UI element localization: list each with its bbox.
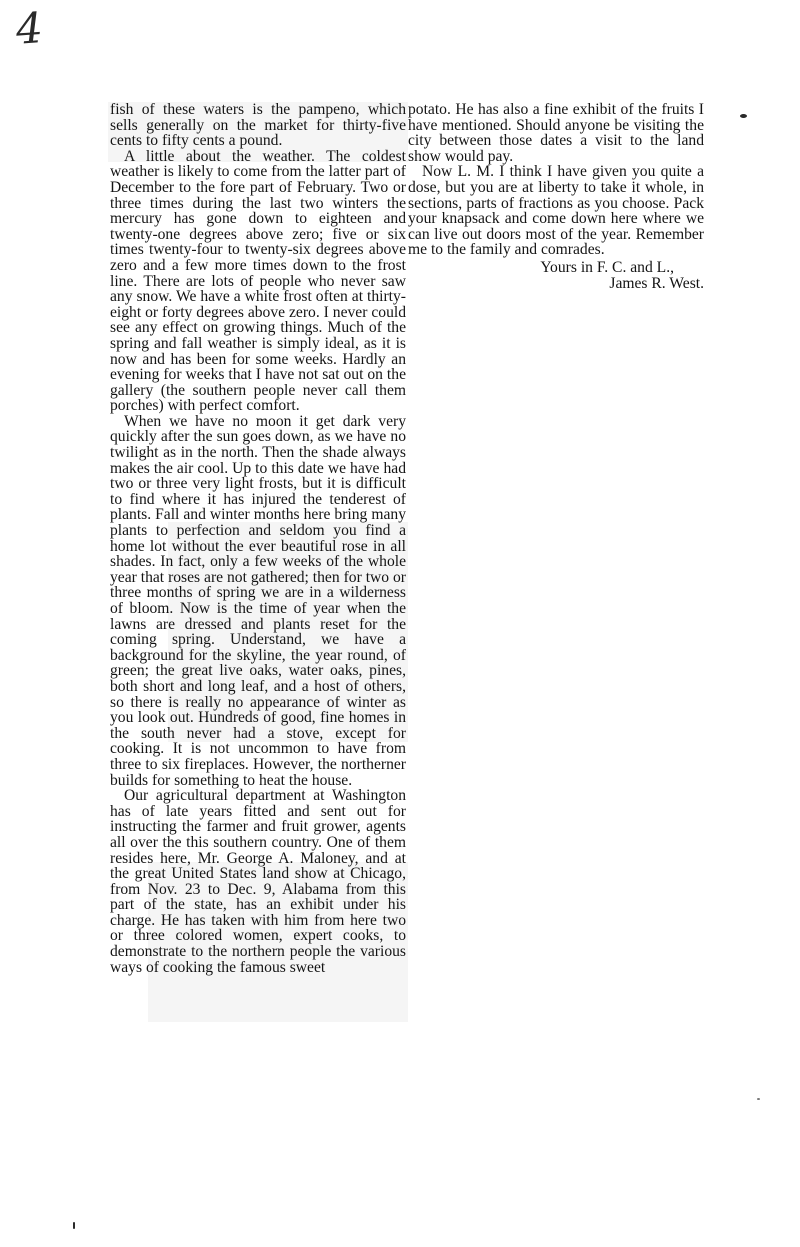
article-paragraph: Now L. M. I think I have given you quite a dose, but you are at liberty to take it whole, in sections, parts of fractions as you choose. Pack your knapsack and come down here where we can live out doors most of the year. Remember me to the family and comrades. (408, 163, 704, 259)
signature: James R. West. (609, 274, 704, 292)
article-paragraph: Our agricultural department at Washington has of late years fitted and sent out for instructing the farmer and fruit grower, agents all over the this southern country. One of them resides here, Mr. George A. Maloney, and at the great United States land show at Chicago, from Nov. 23 to Dec. 9, Alabama from this part of the state, has an exhibit under his charge. He has taken with him from here two or three colored women, expert cooks, to demonstrate to the northern people the various ways of cooking the famous sweet (110, 787, 406, 976)
left-column (110, 102, 406, 975)
ink-speck (757, 1098, 760, 1100)
article-paragraph: potato. He has also a fine exhibit of the fruits I have mentioned. Should anyone be visiting the city between those dates a visit to the land show would pay. (408, 101, 704, 165)
article-paragraph: When we have no moon it get dark very quickly after the sun goes down, as we have no twilight as in the north. Then the shade always makes the air cool. Up to this date we have had two or three very light frosts, but it is difficult to find where it has injured the tenderest of plants. Fall and winter months here bring many plants to perfection and seldom you find a home lot without the ever beautiful rose in all shades. In fact, only a few weeks of the whole year that roses are not gathered; then for two or three months of spring we are in a wilderness of bloom. Now is the time of year when the lawns are dressed and plants reset for the coming spring. Understand, we have a background for the skyline, the year round, of green; the great live oaks, water oaks, pines, both short and long leaf, and a host of others, so there is really no appearance of winter as you look out. Hundreds of good, fine homes in the south never had a stove, except for cooking. It is not uncommon to have from three to six fireplaces. However, the northerner builds for something to heat the house. (110, 412, 406, 789)
right-column (408, 102, 704, 291)
closing-line: Yours in F. C. and L., (540, 258, 674, 276)
ink-speck (73, 1222, 75, 1229)
article-paragraph: fish of these waters is the pampeno, which sells generally on the market for thirty-five cents to fifty cents a pound. (110, 101, 406, 150)
page-number: 4 (14, 3, 45, 54)
ink-speck (740, 114, 747, 118)
newspaper-clipping (108, 102, 706, 1170)
article-paragraph: A little about the weather. The coldest weather is likely to come from the latter part of December to the fore part of February. Two or three times during the last two winters the mercury has gone down to eighteen and twenty-one degrees above zero; five or six times twenty-four to twenty-six degrees above zero and a few more times down to the frost line. There are lots of people who never saw any snow. We have a white frost often at thirty-eight or forty degrees above zero. I never could see any effect on growing things. Much of the spring and fall weather is simply ideal, as it is now and has been for some weeks. Hardly an evening for weeks that I have not sat out on the gallery (the southern people never call them porches) with perfect comfort. (110, 147, 406, 415)
